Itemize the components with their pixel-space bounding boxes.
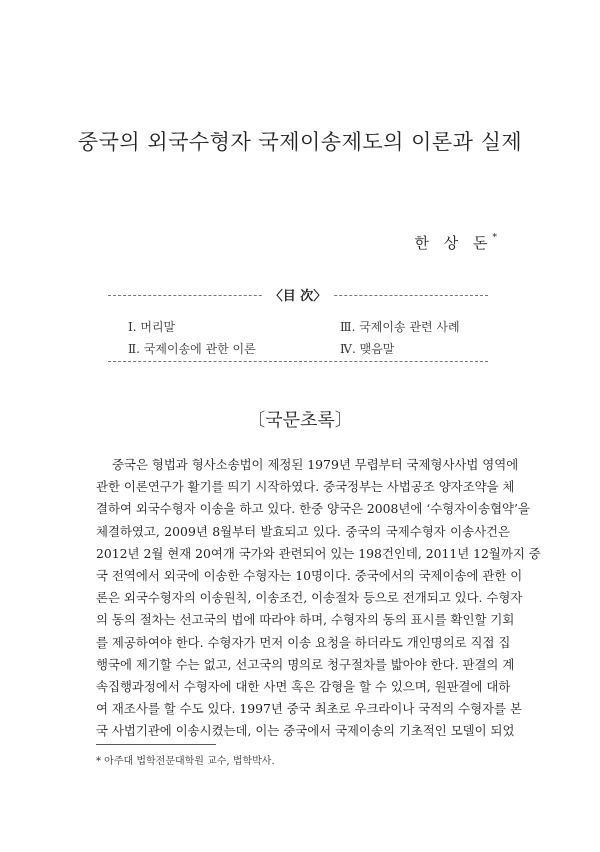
footnote-divider xyxy=(96,744,216,745)
abstract-body xyxy=(96,454,541,742)
toc-item: Ⅳ. 맺음말 xyxy=(340,342,395,356)
page-title: 중국의 외국수형자 국제이송제도의 이론과 실제 xyxy=(77,130,523,154)
footnote: * 아주대 법학전문대학원 교수, 법학박사. xyxy=(96,756,275,767)
toc-heading: 〈目 次〉 xyxy=(108,285,488,304)
abstract-line: 속집행과정에서 수형자에 대한 사면 혹은 감형을 할 수 있으며, 원판결에 대하 xyxy=(96,678,511,694)
abstract-line: 론은 외국수형자의 이송원칙, 이송조건, 이송절차 등으로 전개되고 있다. 수형자 xyxy=(96,590,523,606)
abstract-line: 결하여 외국수형자 이송을 하고 있다. 한중 양국은 2008년에 ‘수형자이송협약’을 xyxy=(96,501,530,517)
abstract-line: 2012년 2월 현재 20여개 국가와 관련되어 있는 198건인데, 2011년 12월까지 중 xyxy=(96,545,541,561)
author-name: 한 상 돈 xyxy=(414,234,493,252)
abstract-line: 의 동의 절차는 선고국의 법에 따라야 하며, 수형자의 동의 표시를 확인할 기회 xyxy=(96,612,515,628)
author-line xyxy=(414,232,497,253)
abstract-heading: 〔국문초록〕 xyxy=(247,410,353,431)
abstract-line: 국 전역에서 외국에 이송한 수형자는 10명이다. 중국에서의 국제이송에 관한 이 xyxy=(96,567,523,583)
abstract-line: 국 사법기관에 이송시켰는데, 이는 중국에서 국제이송의 기초적인 모델이 되었 xyxy=(96,723,515,739)
table-of-contents xyxy=(108,289,488,362)
toc-item: Ⅰ. 머리말 xyxy=(128,320,176,334)
toc-item: Ⅲ. 국제이송 관련 사례 xyxy=(340,320,460,334)
abstract-line: 관한 이론연구가 활기를 띄기 시작하였다. 중국정부는 사법공조 양자조약을 체 xyxy=(96,479,515,495)
abstract-line: 중국은 형법과 형사소송법이 제정된 1979년 무렵부터 국제형사사법 영역에 xyxy=(112,457,519,472)
abstract-line: 행국에 제기할 수는 없고, 선고국의 명의로 청구절차를 밟아야 한다. 판결의 계 xyxy=(96,656,515,672)
toc-item: Ⅱ. 국제이송에 관한 이론 xyxy=(128,342,256,356)
abstract-line: 체결하였고, 2009년 8월부터 발효되고 있다. 중국의 국제수형자 이송사건은 xyxy=(96,523,510,539)
author-footnote-mark: * xyxy=(492,233,497,243)
abstract-line: 를 제공하여야 한다. 수형자가 먼저 이송 요청을 하더라도 개인명의로 직접 집 xyxy=(96,634,511,650)
abstract-line: 여 재조사를 할 수도 있다. 1997년 중국 최초로 우크라이나 국적의 수형자를 본 xyxy=(96,701,522,717)
